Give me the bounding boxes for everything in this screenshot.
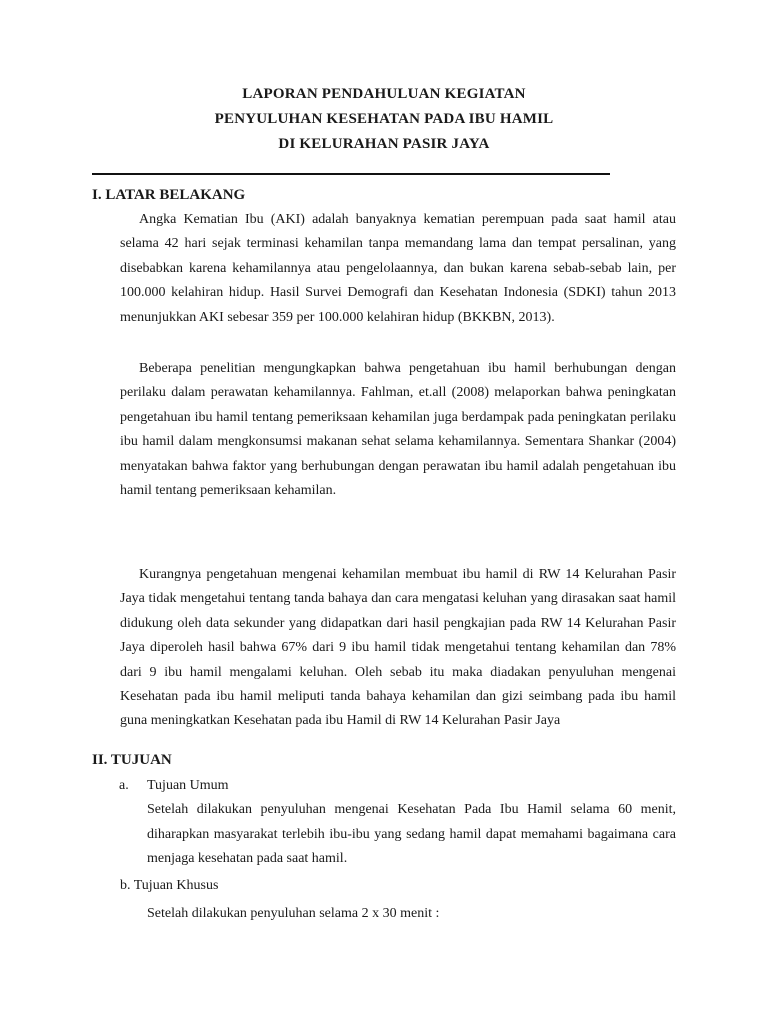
section-heading-tujuan: II. TUJUAN	[92, 752, 172, 768]
paragraph-1: Angka Kematian Ibu (AKI) adalah banyaknya kematian perempuan pada saat hamil atau selama 42 hari sejak terminasi kehamilan tanpa memandang lama dan tempat persalinan, yang disebabkan karena kehamilannya atau pengelolaannya, dan bukan karena sebab-sebab lain, per 100.000 kelahiran hidup. Hasil Survei Demografi dan Kesehatan Indonesia (SDKI) tahun 2013 menunjukkan AKI sebesar 359 per 100.000 kelahiran hidup (BKKBN, 2013).	[120, 212, 676, 325]
paragraph-2: Beberapa penelitian mengungkapkan bahwa pengetahuan ibu hamil berhubungan dengan perilaku dalam perawatan kehamilannya. Fahlman, et.all (2008) melaporkan bahwa peningkatan pengetahuan ibu hamil tentang pemeriksaan kehamilan juga berdampak pada peningkatan perilaku ibu hamil dalam mengkonsumsi makanan sehat selama kehamilannya. Sementara Shankar (2004) menyatakan bahwa faktor yang berhubungan dengan perawatan ibu hamil adalah pengetahuan ibu hamil tentang pemeriksaan kehamilan.	[120, 361, 676, 499]
subheading-tujuan-umum: Tujuan Umum	[147, 778, 229, 793]
title-line-3: DI KELURAHAN PASIR JAYA	[278, 136, 490, 152]
title-divider	[92, 173, 610, 175]
paragraph-tujuan-khusus: Setelah dilakukan penyuluhan selama 2 x 30 menit :	[147, 906, 440, 921]
title-line-1: LAPORAN PENDAHULUAN KEGIATAN	[242, 86, 526, 102]
paragraph-tujuan-umum: Setelah dilakukan penyuluhan mengenai Kesehatan Pada Ibu Hamil selama 60 menit, diharapkan masyarakat terlebih ibu-ibu yang sedang hamil dapat memahami bagaimana cara menjaga kesehatan pada saat hamil.	[147, 802, 676, 866]
list-marker-a: a.	[119, 778, 129, 793]
subheading-tujuan-khusus: b. Tujuan Khusus	[120, 878, 219, 893]
title-line-2: PENYULUHAN KESEHATAN PADA IBU HAMIL	[214, 111, 554, 127]
section-heading-latar-belakang: I. LATAR BELAKANG	[92, 187, 246, 203]
paragraph-3: Kurangnya pengetahuan mengenai kehamilan membuat ibu hamil di RW 14 Kelurahan Pasir Jaya tidak mengetahui tentang tanda bahaya dan cara mengatasi keluhan yang dirasakan saat hamil didukung oleh data sekunder yang didapatkan dari hasil pengkajian pada RW 14 Kelurahan Pasir Jaya diperoleh hasil bahwa 67% dari 9 ibu hamil tidak mengetahui tentang kehamilan dan 78% dari 9 ibu hamil mengalami keluhan. Oleh sebab itu maka diadakan penyuluhan mengenai Kesehatan pada ibu hamil meliputi tanda bahaya kehamilan dan gizi seimbang pada ibu hamil guna meningkatkan Kesehatan pada ibu Hamil di RW 14 Kelurahan Pasir Jaya	[120, 567, 676, 729]
